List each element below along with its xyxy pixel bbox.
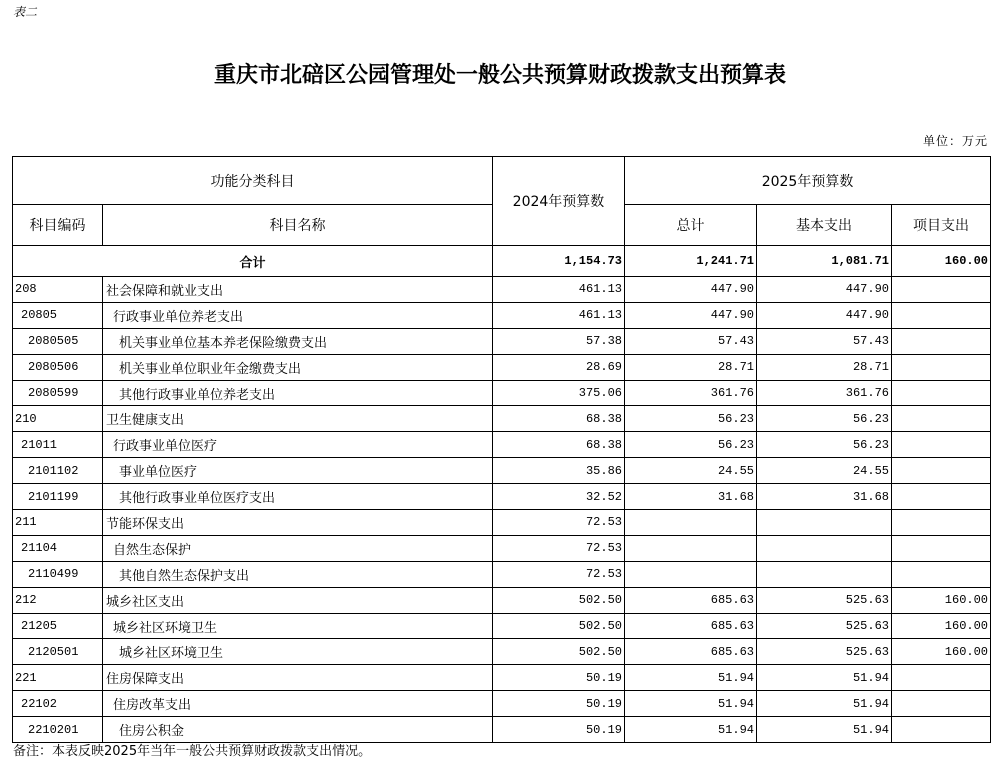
budget-2025-project-cell <box>892 561 991 587</box>
budget-2025-total-cell: 51.94 <box>625 691 757 717</box>
footnote: 备注：本表反映2025年当年一般公共预算财政拨款支出情况。 <box>13 744 372 759</box>
budget-2025-basic-cell: 525.63 <box>757 587 892 613</box>
subject-name-cell: 城乡社区环境卫生 <box>103 613 493 639</box>
budget-2025-total-cell: 57.43 <box>625 328 757 354</box>
budget-2025-basic-cell: 361.76 <box>757 380 892 406</box>
subject-code-cell: 212 <box>13 587 103 613</box>
budget-2024-cell: 50.19 <box>493 665 625 691</box>
header-total: 总计 <box>625 205 757 246</box>
subject-name-cell: 城乡社区支出 <box>103 587 493 613</box>
subject-code-cell: 21011 <box>13 432 103 458</box>
subject-code-cell: 21104 <box>13 535 103 561</box>
total-budget-2024-cell: 1,154.73 <box>493 246 625 277</box>
subject-name-cell: 自然生态保护 <box>103 535 493 561</box>
table-row <box>13 432 991 458</box>
budget-2025-total-cell: 28.71 <box>625 354 757 380</box>
total-row <box>13 246 991 277</box>
budget-2024-cell: 68.38 <box>493 406 625 432</box>
table-row <box>13 484 991 510</box>
budget-2025-basic-cell: 51.94 <box>757 717 892 743</box>
header-budget-2025: 2025年预算数 <box>625 157 991 205</box>
budget-2025-total-cell: 685.63 <box>625 613 757 639</box>
header-budget-2024: 2024年预算数 <box>493 157 625 246</box>
budget-2025-total-cell: 24.55 <box>625 458 757 484</box>
budget-2024-cell: 32.52 <box>493 484 625 510</box>
budget-2025-total-cell: 447.90 <box>625 277 757 303</box>
budget-2025-project-cell <box>892 510 991 536</box>
subject-name-cell: 行政事业单位医疗 <box>103 432 493 458</box>
budget-table <box>12 156 991 743</box>
unit-label: 单位：万元 <box>922 134 988 148</box>
table-row <box>13 587 991 613</box>
subject-name-cell: 其他自然生态保护支出 <box>103 561 493 587</box>
budget-2024-cell: 50.19 <box>493 691 625 717</box>
budget-2025-total-cell: 447.90 <box>625 302 757 328</box>
budget-2025-project-cell <box>892 406 991 432</box>
budget-2025-basic-cell: 51.94 <box>757 691 892 717</box>
table-header <box>13 157 991 246</box>
subject-code-cell: 22102 <box>13 691 103 717</box>
header-basic-expenditure: 基本支出 <box>757 205 892 246</box>
header-subject-name: 科目名称 <box>103 205 493 246</box>
subject-name-cell: 其他行政事业单位养老支出 <box>103 380 493 406</box>
budget-2024-cell: 502.50 <box>493 613 625 639</box>
subject-name-cell: 行政事业单位养老支出 <box>103 302 493 328</box>
budget-2024-cell: 502.50 <box>493 639 625 665</box>
budget-2025-project-cell <box>892 665 991 691</box>
subject-name-cell: 卫生健康支出 <box>103 406 493 432</box>
table-row <box>13 380 991 406</box>
budget-2025-project-cell: 160.00 <box>892 639 991 665</box>
total-budget-2025-total-cell: 1,241.71 <box>625 246 757 277</box>
budget-2025-total-cell <box>625 561 757 587</box>
subject-code-cell: 21205 <box>13 613 103 639</box>
budget-2024-cell: 28.69 <box>493 354 625 380</box>
budget-2025-basic-cell: 56.23 <box>757 406 892 432</box>
table-row <box>13 406 991 432</box>
budget-2025-total-cell: 51.94 <box>625 665 757 691</box>
budget-2025-project-cell <box>892 354 991 380</box>
budget-2025-basic-cell: 28.71 <box>757 354 892 380</box>
subject-name-cell: 住房保障支出 <box>103 665 493 691</box>
table-row <box>13 691 991 717</box>
subject-code-cell: 210 <box>13 406 103 432</box>
subject-code-cell: 211 <box>13 510 103 536</box>
budget-2025-total-cell: 56.23 <box>625 432 757 458</box>
subject-name-cell: 节能环保支出 <box>103 510 493 536</box>
subject-code-cell: 2080599 <box>13 380 103 406</box>
subject-name-cell: 机关事业单位基本养老保险缴费支出 <box>103 328 493 354</box>
budget-2025-basic-cell: 447.90 <box>757 302 892 328</box>
subject-name-cell: 城乡社区环境卫生 <box>103 639 493 665</box>
table-row <box>13 354 991 380</box>
total-budget-2025-project-cell: 160.00 <box>892 246 991 277</box>
subject-name-cell: 社会保障和就业支出 <box>103 277 493 303</box>
subject-code-cell: 2101199 <box>13 484 103 510</box>
subject-code-cell: 2210201 <box>13 717 103 743</box>
budget-2025-project-cell <box>892 277 991 303</box>
header-project-expenditure: 项目支出 <box>892 205 991 246</box>
budget-2025-project-cell: 160.00 <box>892 613 991 639</box>
budget-2024-cell: 461.13 <box>493 302 625 328</box>
table-row <box>13 458 991 484</box>
header-subject-code: 科目编码 <box>13 205 103 246</box>
subject-code-cell: 221 <box>13 665 103 691</box>
subject-code-cell: 20805 <box>13 302 103 328</box>
budget-2024-cell: 72.53 <box>493 510 625 536</box>
budget-2025-total-cell <box>625 510 757 536</box>
budget-2024-cell: 461.13 <box>493 277 625 303</box>
subject-name-cell: 事业单位医疗 <box>103 458 493 484</box>
total-label-cell: 合计 <box>13 246 493 277</box>
subject-code-cell: 2101102 <box>13 458 103 484</box>
subject-name-cell: 住房改革支出 <box>103 691 493 717</box>
budget-2025-project-cell <box>892 717 991 743</box>
budget-2025-project-cell <box>892 328 991 354</box>
subject-code-cell: 208 <box>13 277 103 303</box>
table-number-label: 表二 <box>13 5 38 19</box>
subject-name-cell: 机关事业单位职业年金缴费支出 <box>103 354 493 380</box>
budget-2025-basic-cell: 525.63 <box>757 613 892 639</box>
table-row <box>13 561 991 587</box>
subject-name-cell: 其他行政事业单位医疗支出 <box>103 484 493 510</box>
subject-name-cell: 住房公积金 <box>103 717 493 743</box>
budget-2025-total-cell: 361.76 <box>625 380 757 406</box>
budget-2025-basic-cell: 57.43 <box>757 328 892 354</box>
budget-2025-total-cell: 56.23 <box>625 406 757 432</box>
table-row <box>13 665 991 691</box>
budget-2025-project-cell <box>892 484 991 510</box>
budget-2025-basic-cell <box>757 535 892 561</box>
table-row <box>13 328 991 354</box>
total-budget-2025-basic-cell: 1,081.71 <box>757 246 892 277</box>
budget-2024-cell: 72.53 <box>493 561 625 587</box>
budget-2025-basic-cell <box>757 510 892 536</box>
header-row-1 <box>13 157 991 205</box>
budget-2025-basic-cell: 56.23 <box>757 432 892 458</box>
budget-2025-project-cell: 160.00 <box>892 587 991 613</box>
budget-2025-total-cell: 51.94 <box>625 717 757 743</box>
table-row <box>13 535 991 561</box>
table-row <box>13 639 991 665</box>
subject-code-cell: 2110499 <box>13 561 103 587</box>
budget-2024-cell: 375.06 <box>493 380 625 406</box>
budget-2025-basic-cell: 31.68 <box>757 484 892 510</box>
table-row <box>13 717 991 743</box>
budget-2025-basic-cell: 24.55 <box>757 458 892 484</box>
budget-2025-project-cell <box>892 432 991 458</box>
budget-2025-basic-cell <box>757 561 892 587</box>
budget-2025-project-cell <box>892 302 991 328</box>
budget-2025-total-cell: 31.68 <box>625 484 757 510</box>
budget-2024-cell: 50.19 <box>493 717 625 743</box>
budget-2025-basic-cell: 525.63 <box>757 639 892 665</box>
budget-2025-project-cell <box>892 535 991 561</box>
budget-2025-project-cell <box>892 380 991 406</box>
subject-code-cell: 2080505 <box>13 328 103 354</box>
budget-2024-cell: 35.86 <box>493 458 625 484</box>
subject-code-cell: 2120501 <box>13 639 103 665</box>
header-functional-category: 功能分类科目 <box>13 157 493 205</box>
budget-2025-total-cell <box>625 535 757 561</box>
table-row <box>13 302 991 328</box>
budget-2025-basic-cell: 51.94 <box>757 665 892 691</box>
table-row <box>13 613 991 639</box>
table-row <box>13 277 991 303</box>
subject-code-cell: 2080506 <box>13 354 103 380</box>
budget-2025-basic-cell: 447.90 <box>757 277 892 303</box>
budget-2024-cell: 72.53 <box>493 535 625 561</box>
budget-2024-cell: 68.38 <box>493 432 625 458</box>
budget-2025-project-cell <box>892 691 991 717</box>
budget-2025-project-cell <box>892 458 991 484</box>
budget-2024-cell: 57.38 <box>493 328 625 354</box>
budget-2025-total-cell: 685.63 <box>625 587 757 613</box>
document-title: 重庆市北碚区公园管理处一般公共预算财政拨款支出预算表 <box>213 62 786 88</box>
budget-2025-total-cell: 685.63 <box>625 639 757 665</box>
table-body <box>13 246 991 743</box>
budget-2024-cell: 502.50 <box>493 587 625 613</box>
table-row <box>13 510 991 536</box>
